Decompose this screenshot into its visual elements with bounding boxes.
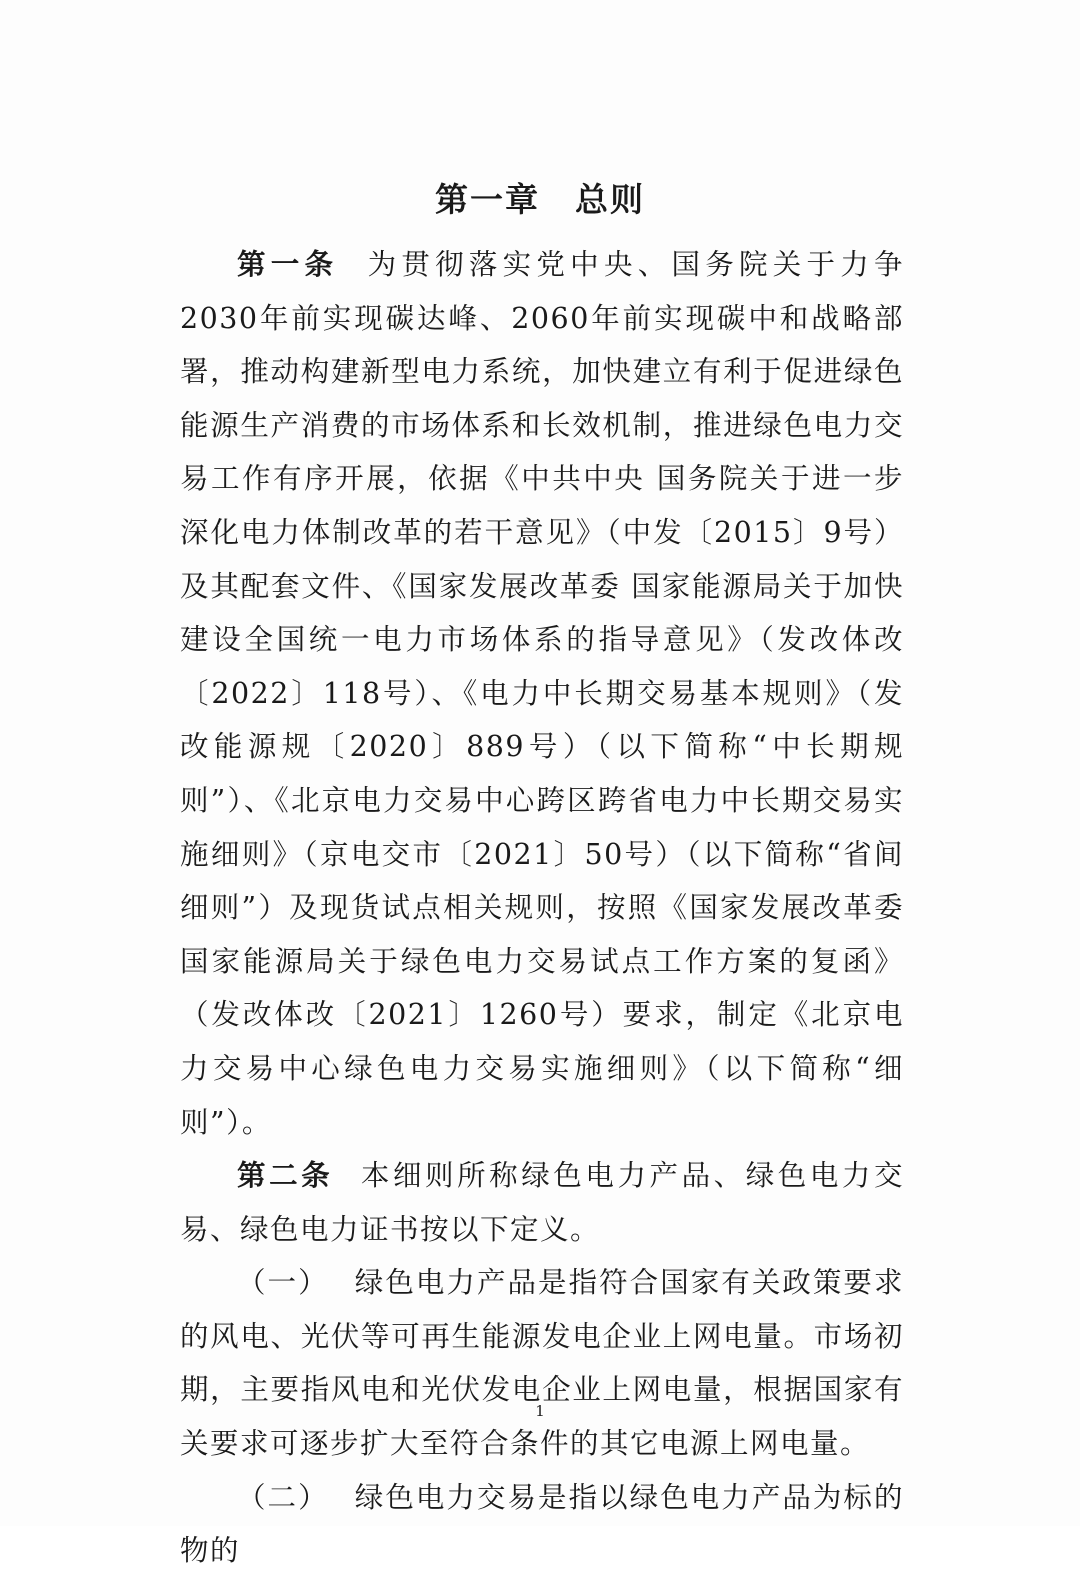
article-1-label: 第一条 (237, 248, 339, 281)
item-2-text: 绿色电力交易是指以绿色电力产品为标的物的 (180, 1480, 904, 1568)
item-1 (180, 1256, 904, 1470)
article-1-text: 为贯彻落实党中央、国务院关于力争2030年前实现碳达峰、2060年前实现碳中和战略部署，推动构建新型电力系统，加快建立有利于促进绿色能源生产消费的市场体系和长效机制，推进绿色电力交易工作有序开展，依据《中共中央 国务院关于进一步深化电力体制改革的若干意见》（中发〔2015〕9号）及其配套文件、《国家发展改革委 国家能源局关于加快建设全国统一电力市场体系的指导意见》（发改体改〔2022〕118号）、《电力中长期交易基本规则》（发改能源规〔2020〕889号）（以下简称“中长期规则”）、《北京电力交易中心跨区跨省电力中长期交易实施细则》（京电交市〔2021〕50号）（以下简称“省间细则”）及现货试点相关规则，按照《国家发展改革委 国家能源局关于绿色电力交易试点工作方案的复函》（发改体改〔2021〕1260号）要求，制定《北京电力交易中心绿色电力交易实施细则》（以下简称“细则”）。 (180, 248, 904, 1139)
article-1 (180, 238, 904, 1149)
article-2-label: 第二条 (237, 1159, 334, 1193)
article-2 (180, 1149, 904, 1256)
item-2-label: （二） (237, 1480, 329, 1514)
article-2-text: 本细则所称绿色电力产品、绿色电力交易、绿色电力证书按以下定义。 (180, 1159, 904, 1246)
item-2 (180, 1471, 904, 1578)
chapter-title: 第一章 总则 (435, 180, 645, 219)
item-1-label: （一） (237, 1266, 329, 1300)
document-body (180, 238, 904, 1578)
item-1-text: 绿色电力产品是指符合国家有关政策要求的风电、光伏等可再生能源发电企业上网电量。市场初期，主要指风电和光伏发电企业上网电量，根据国家有关要求可逐步扩大至符合条件的其它电源上网电量。 (180, 1266, 904, 1461)
page-number: 1 (535, 1402, 545, 1420)
